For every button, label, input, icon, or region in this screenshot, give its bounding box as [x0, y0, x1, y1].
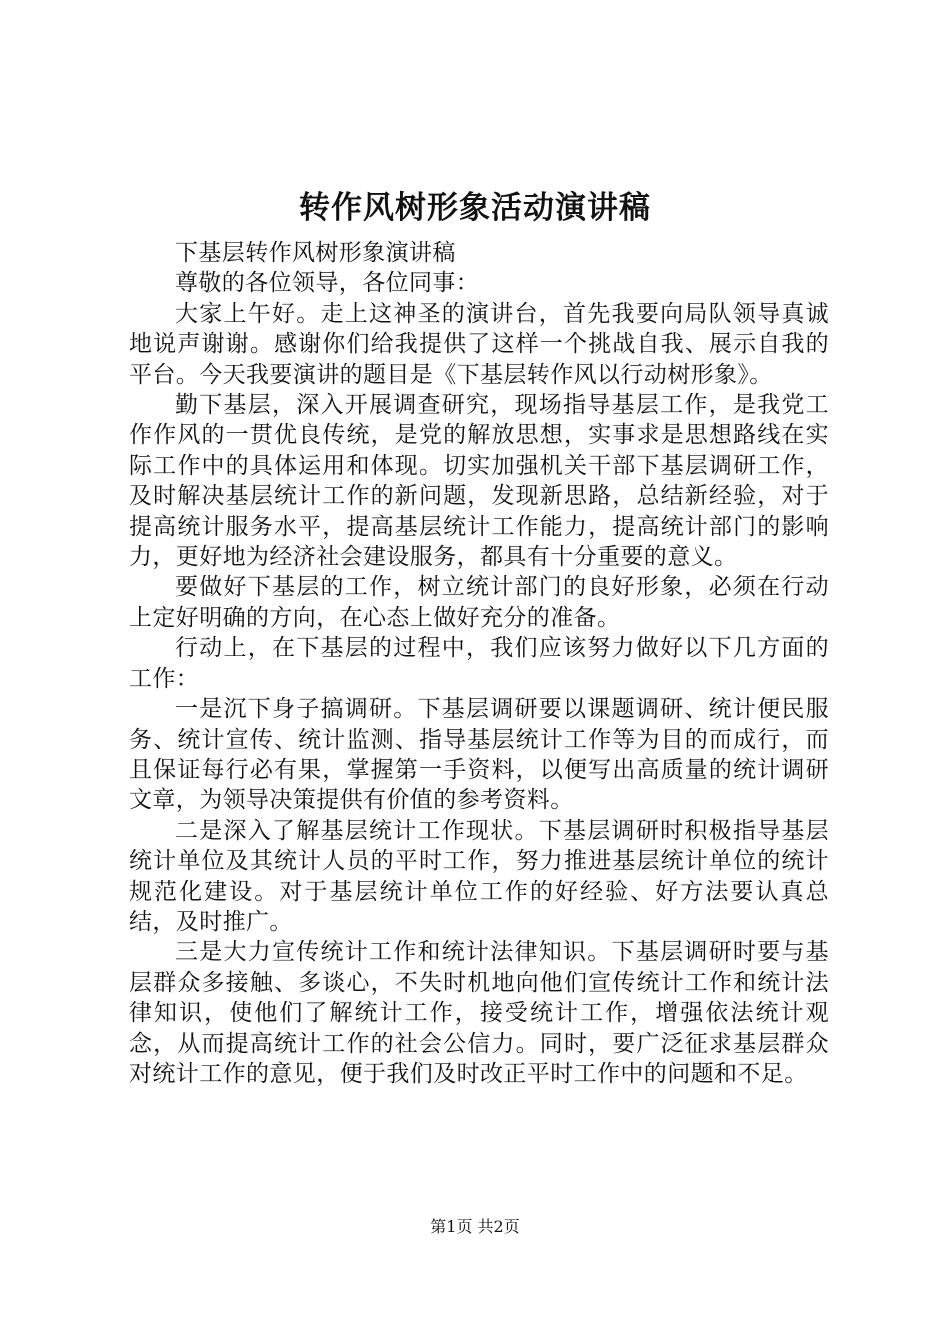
paragraph-point-two: 二是深入了解基层统计工作现状。下基层调研时积极指导基层统计单位及其统计人员的平时工作，努力推进基层统计单位的统计规范化建设。对于基层统计单位工作的好经验、好方法要认真总结，及时推广。	[129, 817, 829, 935]
document-body	[129, 238, 829, 1089]
paragraph-actions-intro: 行动上，在下基层的过程中，我们应该努力做好以下几方面的工作：	[129, 635, 829, 692]
paragraph-point-one: 一是沉下身子搞调研。下基层调研要以课题调研、统计便民服务、统计宣传、统计监测、指导基层统计工作等为目的而成行，而且保证每行必有果，掌握第一手资料，以便写出高质量的统计调研文章，为领导决策提供有价值的参考资料。	[129, 696, 829, 814]
paragraph-salutation: 尊敬的各位领导，各位同事：	[175, 270, 480, 297]
paragraph-preparation: 要做好下基层的工作，树立统计部门的良好形象，必须在行动上定好明确的方向，在心态上做好充分的准备。	[129, 574, 829, 631]
document-title: 转作风树形象活动演讲稿	[299, 190, 651, 226]
paragraph-point-three: 三是大力宣传统计工作和统计法律知识。下基层调研时要与基层群众多接触、多谈心，不失时机地向他们宣传统计工作和统计法律知识，使他们了解统计工作，接受统计工作，增强依法统计观念，从而提高统计工作的社会公信力。同时，要广泛征求基层群众对统计工作的意见，便于我们及时改正平时工作中的问题和不足。	[129, 939, 829, 1087]
paragraph-greeting: 大家上午好。走上这神圣的演讲台，首先我要向局队领导真诚地说声谢谢。感谢你们给我提供了这样一个挑战自我、展示自我的平台。今天我要演讲的题目是《下基层转作风以行动树形象》。	[129, 300, 829, 388]
paragraph-subtitle: 下基层转作风树形象演讲稿	[175, 240, 456, 266]
paragraph-significance: 勤下基层，深入开展调查研究，现场指导基层工作，是我党工作作风的一贯优良传统，是党的解放思想，实事求是思想路线在实际工作中的具体运用和体现。切实加强机关干部下基层调研工作，及时解决基层统计工作的新问题，发现新思路，总结新经验，对于提高统计服务水平，提高基层统计工作能力，提高统计部门的影响力，更好地为经济社会建设服务，都具有十分重要的意义。	[129, 392, 829, 571]
page-number-footer: 第1页 共2页	[430, 1217, 520, 1236]
